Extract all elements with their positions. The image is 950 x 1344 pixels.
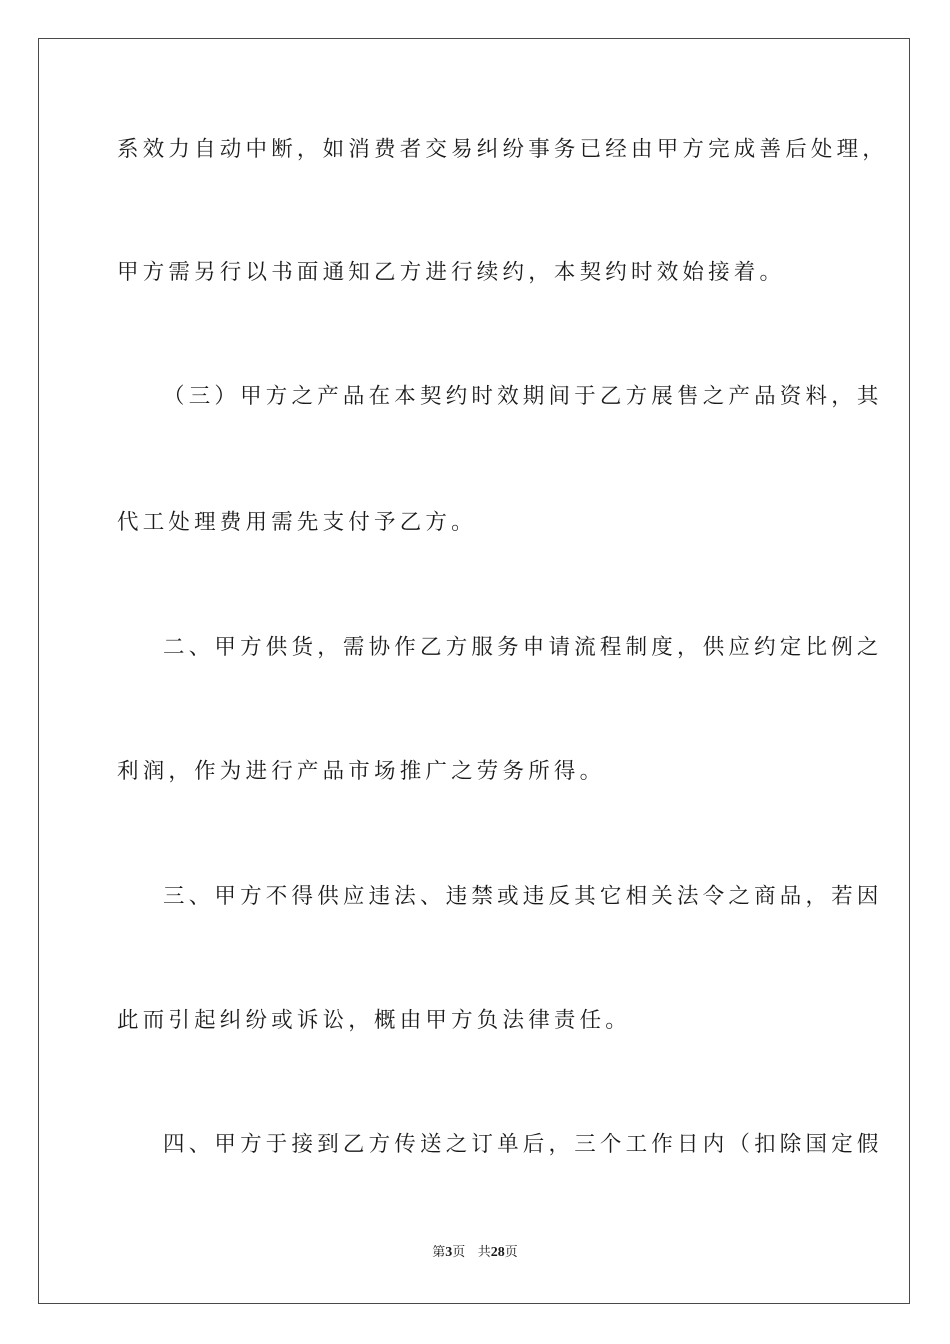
page-suffix: 页	[452, 1245, 466, 1260]
text-line-3: （三）甲方之产品在本契约时效期间于乙方展售之产品资料，其	[163, 384, 883, 409]
total-prefix: 共	[477, 1245, 491, 1260]
text-line-4: 代工处理费用需先支付予乙方。	[117, 510, 477, 535]
page-number: 3	[445, 1245, 453, 1260]
text-line-1: 系效力自动中断，如消费者交易纠纷事务已经由甲方完成善后处理，	[117, 137, 889, 162]
total-suffix: 页	[504, 1245, 518, 1260]
text-line-9: 四、甲方于接到乙方传送之订单后，三个工作日内（扣除国定假	[163, 1132, 883, 1157]
text-line-5: 二、甲方供货，需协作乙方服务申请流程制度，供应约定比例之	[163, 635, 883, 660]
page-footer	[0, 1244, 950, 1262]
text-line-8: 此而引起纠纷或诉讼，概由甲方负法律责任。	[117, 1008, 632, 1033]
text-line-7: 三、甲方不得供应违法、违禁或违反其它相关法令之商品，若因	[163, 884, 883, 909]
page-prefix: 第	[432, 1245, 446, 1260]
text-line-6: 利润，作为进行产品市场推广之劳务所得。	[117, 759, 606, 784]
page-border	[38, 38, 910, 1304]
text-line-2: 甲方需另行以书面通知乙方进行续约，本契约时效始接着。	[117, 260, 786, 285]
total-pages: 28	[490, 1245, 505, 1260]
